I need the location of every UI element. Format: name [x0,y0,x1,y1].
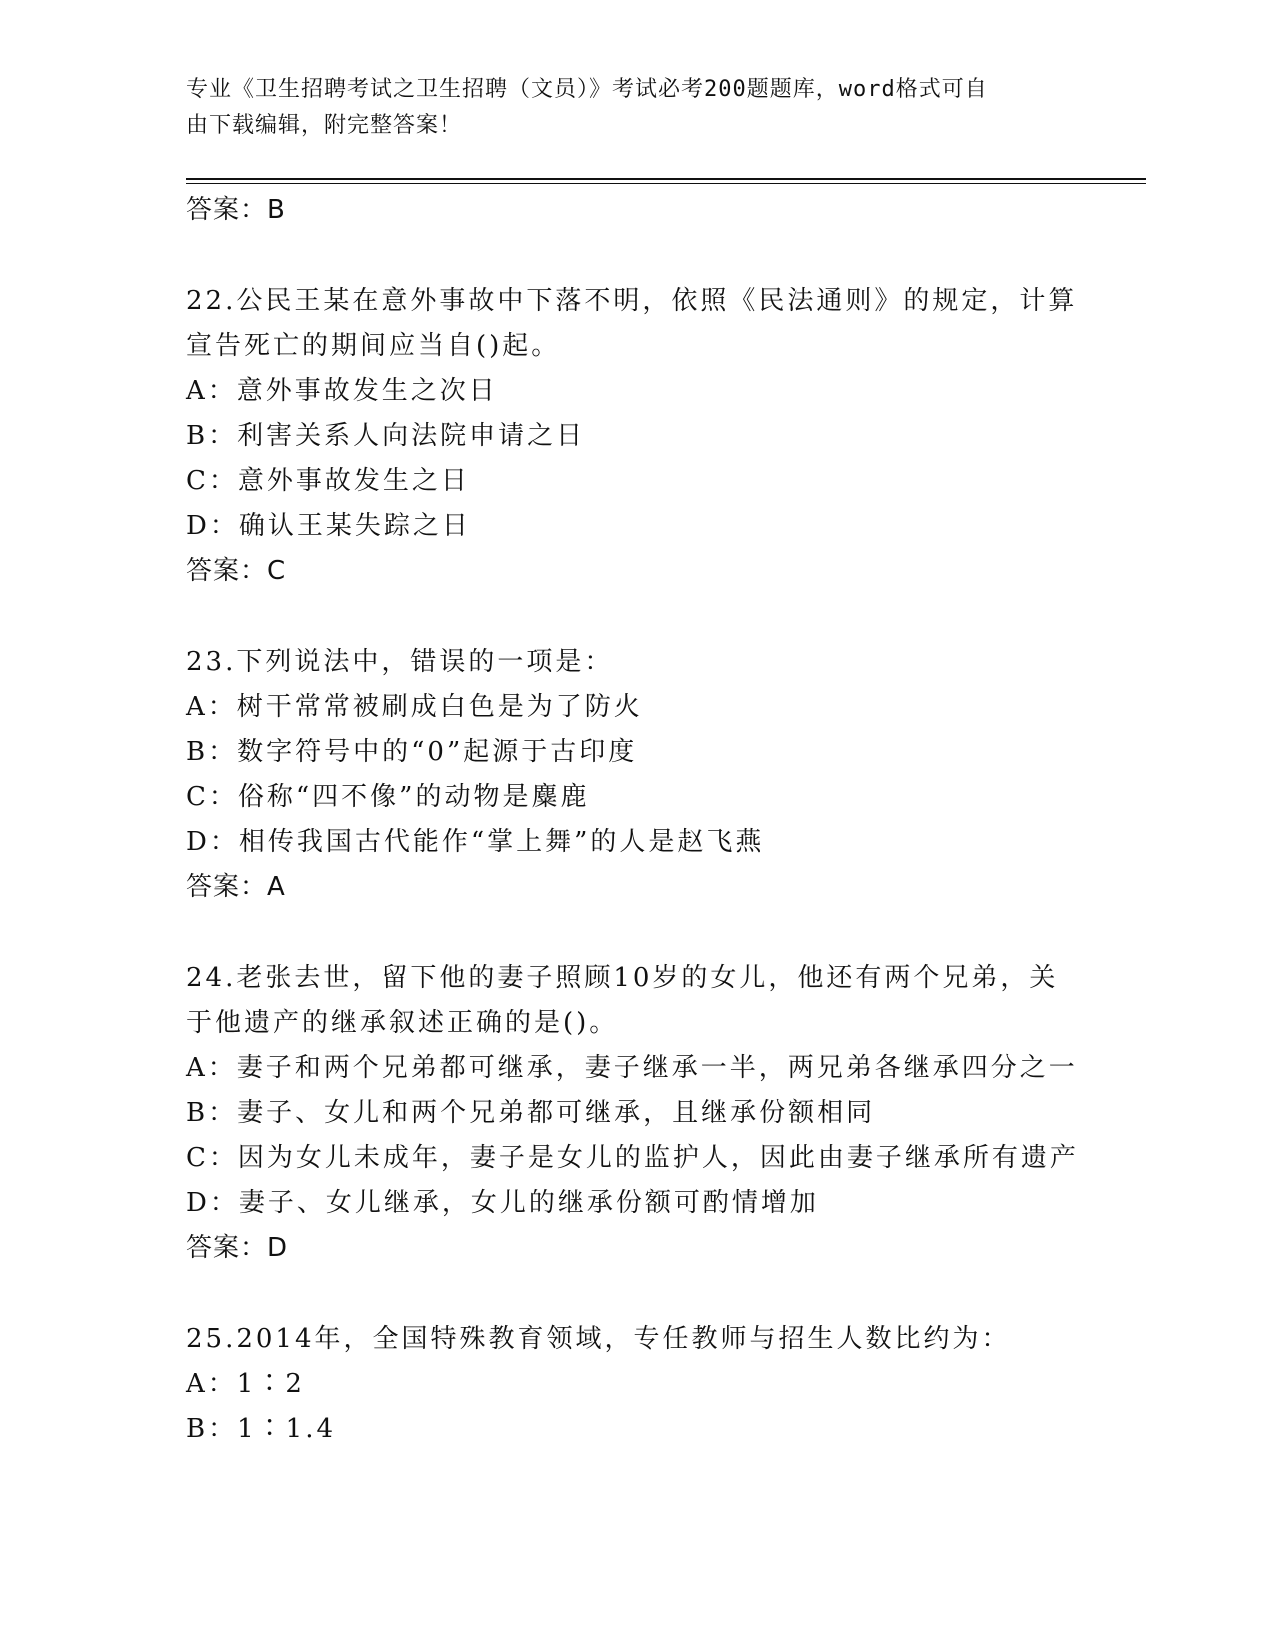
option-b: B：妻子、女儿和两个兄弟都可继承，且继承份额相同 [186,1098,876,1128]
option-d: D：妻子、女儿继承，女儿的继承份额可酌情增加 [186,1188,819,1218]
option-a: A：妻子和两个兄弟都可继承，妻子继承一半，两兄弟各继承四分之一 [186,1053,1078,1083]
question-stem-line: 于他遗产的继承叙述正确的是()。 [186,1008,619,1038]
header-line-1: 专业《卫生招聘考试之卫生招聘（文员）》考试必考200题题库，word格式可自 [186,77,988,102]
option-a: A：树干常常被刷成白色是为了防火 [186,692,643,722]
question-23 [186,640,1086,910]
option-c: C：因为女儿未成年，妻子是女儿的监护人，因此由妻子继承所有遗产 [186,1143,1079,1173]
page-header [186,72,1066,144]
question-25 [186,1317,1086,1452]
option-d: D：确认王某失踪之日 [186,511,471,541]
answer-line: 答案：D [186,1233,289,1263]
spacer [186,910,1086,956]
question-stem-line: 23.下列说法中，错误的一项是： [186,647,614,677]
document-body [186,188,1086,1452]
question-22 [186,279,1086,594]
option-b: B：利害关系人向法院申请之日 [186,421,586,451]
question-24 [186,956,1086,1271]
option-b: B：数字符号中的“0”起源于古印度 [186,737,638,767]
option-c: C：意外事故发生之日 [186,466,470,496]
answer-line: 答案：C [186,556,287,586]
spacer [186,1271,1086,1317]
header-line-2: 由下载编辑，附完整答案！ [186,113,463,138]
answer-line-top: 答案：B [186,195,286,225]
option-d: D：相传我国古代能作“掌上舞”的人是赵飞燕 [186,827,765,857]
spacer [186,233,1086,279]
option-b: B：1∶1.4 [186,1414,336,1444]
question-stem-line: 宣告死亡的期间应当自()起。 [186,331,561,361]
option-c: C：俗称“四不像”的动物是麋鹿 [186,782,590,812]
answer-line: 答案：A [186,872,286,902]
option-a: A：意外事故发生之次日 [186,376,498,406]
question-stem-line: 22.公民王某在意外事故中下落不明，依照《民法通则》的规定，计算 [186,286,1078,316]
question-stem-line: 25.2014年，全国特殊教育领域，专任教师与招生人数比约为： [186,1324,1011,1354]
spacer [186,594,1086,640]
option-a: A：1∶2 [186,1369,305,1399]
header-rule-thin [186,183,1146,184]
question-stem-line: 24.老张去世，留下他的妻子照顾10岁的女儿，他还有两个兄弟，关 [186,963,1059,993]
header-rule-thick [186,178,1146,180]
